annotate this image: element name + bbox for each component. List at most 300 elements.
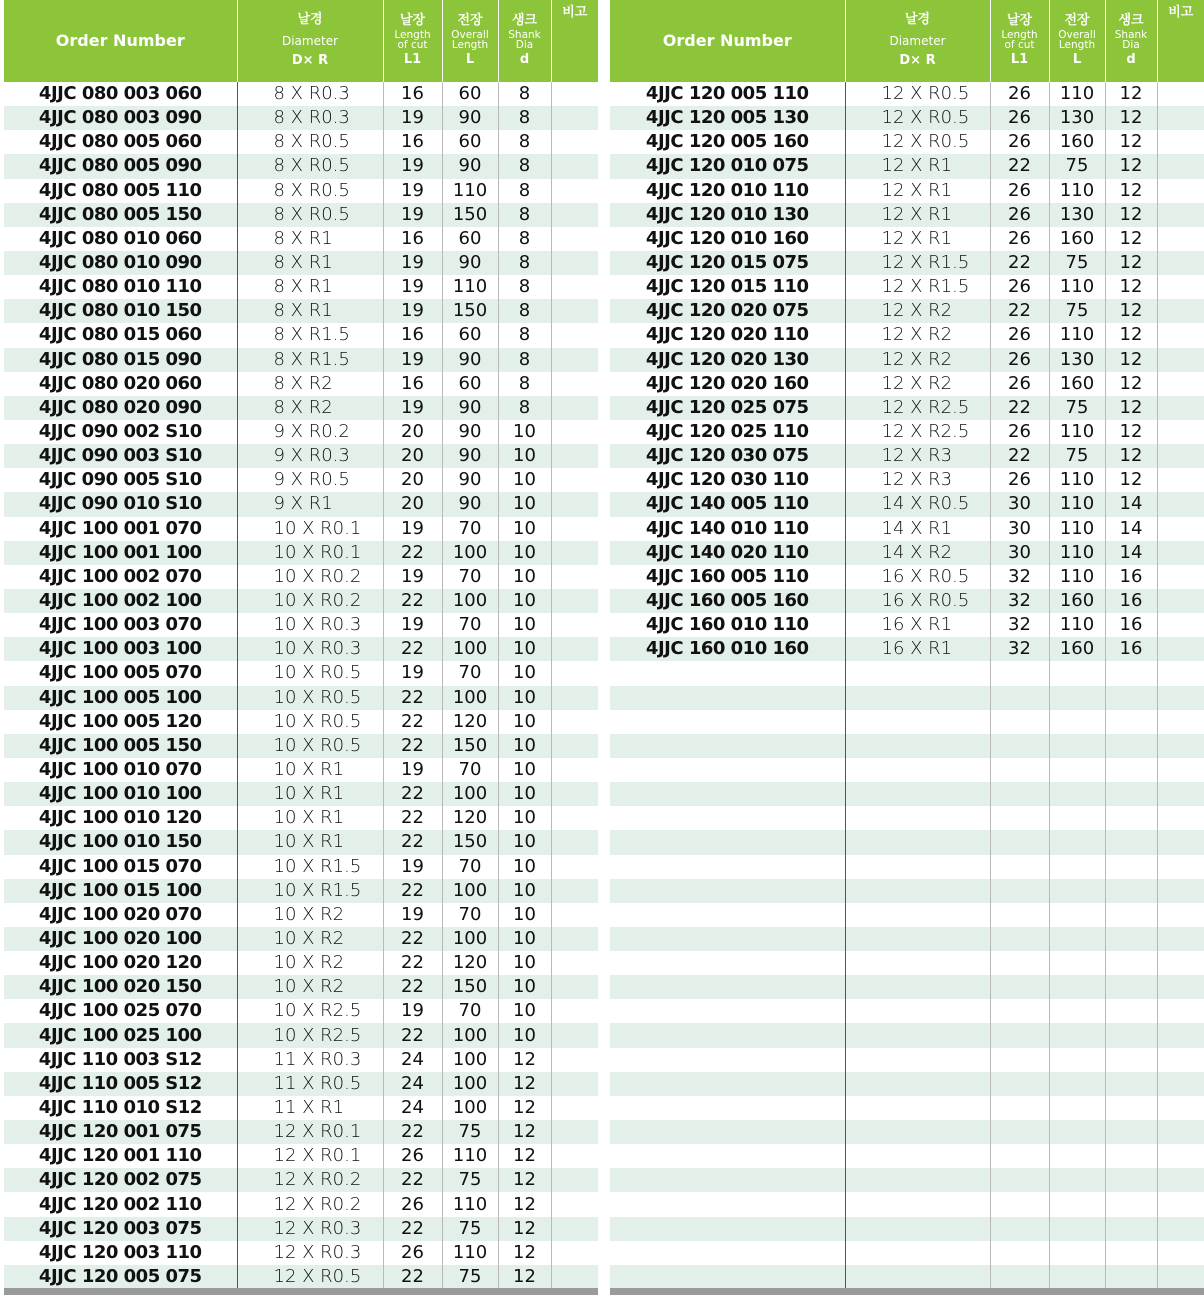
shank-dia-cell xyxy=(1105,830,1157,854)
diameter-cell: 8 X R0.5 xyxy=(237,154,383,178)
length-of-cut-cell: 22 xyxy=(383,806,442,830)
diameter-cell: 8 X R1 xyxy=(237,299,383,323)
diameter-cell: 12 X R0.2 xyxy=(237,1168,383,1192)
diameter-cell: 14 X R1 xyxy=(845,517,990,541)
table-body xyxy=(4,82,598,1289)
length-of-cut-cell xyxy=(990,758,1049,782)
diameter-cell: 12 X R2 xyxy=(845,372,990,396)
table-row xyxy=(4,323,598,347)
order-number-cell: 4JJC 080 020 090 xyxy=(4,396,237,420)
diameter-cell: 8 X R2 xyxy=(237,396,383,420)
diameter-cell: 10 X R0.1 xyxy=(237,517,383,541)
remarks-cell xyxy=(551,686,598,710)
overall-length-cell: 110 xyxy=(1049,565,1105,589)
overall-length-cell: 150 xyxy=(442,203,498,227)
shank-dia-cell: 8 xyxy=(498,82,551,106)
diameter-cell xyxy=(845,758,990,782)
overall-length-cell: 75 xyxy=(1049,396,1105,420)
diameter-cell: 10 X R2.5 xyxy=(237,1023,383,1047)
overall-length-cell: 160 xyxy=(1049,372,1105,396)
remarks-cell xyxy=(551,565,598,589)
diameter-cell: 10 X R2 xyxy=(237,975,383,999)
remarks-cell xyxy=(551,1241,598,1265)
shank-dia-cell xyxy=(1105,1217,1157,1241)
bottom-rule-left xyxy=(4,1288,598,1295)
shank-dia-cell: 8 xyxy=(498,299,551,323)
header-order-number: Order Number xyxy=(610,0,845,82)
overall-length-cell: 70 xyxy=(442,613,498,637)
shank-dia-cell: 16 xyxy=(1105,565,1157,589)
order-number-cell: 4JJC 120 015 110 xyxy=(610,275,845,299)
remarks-cell xyxy=(1157,661,1204,685)
table-row xyxy=(4,686,598,710)
empty-table-row xyxy=(610,661,1204,685)
diameter-cell: 9 X R0.2 xyxy=(237,420,383,444)
table-row xyxy=(4,130,598,154)
remarks-cell xyxy=(1157,541,1204,565)
length-of-cut-cell xyxy=(990,879,1049,903)
length-of-cut-cell: 22 xyxy=(383,541,442,565)
table-row xyxy=(4,251,598,275)
shank-dia-cell: 12 xyxy=(498,1168,551,1192)
length-of-cut-cell xyxy=(990,927,1049,951)
order-number-cell: 4JJC 080 010 150 xyxy=(4,299,237,323)
order-number-cell: 4JJC 080 010 090 xyxy=(4,251,237,275)
overall-length-cell: 100 xyxy=(442,1048,498,1072)
shank-dia-cell: 12 xyxy=(1105,299,1157,323)
order-number-cell: 4JJC 100 010 100 xyxy=(4,782,237,806)
length-of-cut-cell xyxy=(990,903,1049,927)
shank-dia-cell xyxy=(1105,806,1157,830)
table-row xyxy=(610,203,1204,227)
empty-table-row xyxy=(610,975,1204,999)
diameter-cell: 10 X R0.5 xyxy=(237,686,383,710)
remarks-cell xyxy=(1157,1265,1204,1289)
remarks-cell xyxy=(1157,1072,1204,1096)
order-number-cell: 4JJC 080 003 090 xyxy=(4,106,237,130)
order-number-cell: 4JJC 100 010 070 xyxy=(4,758,237,782)
remarks-cell xyxy=(551,1048,598,1072)
length-of-cut-cell: 20 xyxy=(383,444,442,468)
remarks-cell xyxy=(551,613,598,637)
length-of-cut-cell: 19 xyxy=(383,348,442,372)
overall-length-cell: 110 xyxy=(442,275,498,299)
diameter-cell: 8 X R0.5 xyxy=(237,179,383,203)
empty-table-row xyxy=(610,999,1204,1023)
diameter-cell xyxy=(845,975,990,999)
table-row xyxy=(4,951,598,975)
remarks-cell xyxy=(1157,517,1204,541)
empty-table-row xyxy=(610,1265,1204,1289)
length-of-cut-cell: 19 xyxy=(383,855,442,879)
table-row xyxy=(4,1072,598,1096)
shank-dia-cell: 8 xyxy=(498,179,551,203)
overall-length-cell: 110 xyxy=(1049,541,1105,565)
length-of-cut-cell: 22 xyxy=(383,830,442,854)
order-number-cell: 4JJC 120 005 075 xyxy=(4,1265,237,1289)
overall-length-cell: 90 xyxy=(442,444,498,468)
shank-dia-cell: 12 xyxy=(1105,275,1157,299)
table-body xyxy=(610,82,1204,1289)
shank-dia-cell: 12 xyxy=(1105,372,1157,396)
length-of-cut-cell: 22 xyxy=(383,589,442,613)
diameter-cell: 10 X R1.5 xyxy=(237,855,383,879)
length-of-cut-cell: 26 xyxy=(990,468,1049,492)
diameter-cell: 10 X R0.5 xyxy=(237,661,383,685)
length-of-cut-cell: 19 xyxy=(383,396,442,420)
order-number-cell: 4JJC 080 010 110 xyxy=(4,275,237,299)
table-row xyxy=(4,468,598,492)
table-row xyxy=(610,179,1204,203)
overall-length-cell: 120 xyxy=(442,951,498,975)
remarks-cell xyxy=(1157,299,1204,323)
remarks-cell xyxy=(551,1168,598,1192)
overall-length-cell: 110 xyxy=(1049,613,1105,637)
table-row xyxy=(610,275,1204,299)
overall-length-cell xyxy=(1049,1120,1105,1144)
diameter-cell: 10 X R0.2 xyxy=(237,565,383,589)
length-of-cut-cell: 26 xyxy=(383,1241,442,1265)
length-of-cut-cell xyxy=(990,1217,1049,1241)
diameter-cell xyxy=(845,1144,990,1168)
diameter-cell xyxy=(845,1048,990,1072)
length-of-cut-cell: 26 xyxy=(990,372,1049,396)
remarks-cell xyxy=(551,806,598,830)
table-row xyxy=(4,1265,598,1289)
length-of-cut-cell: 19 xyxy=(383,758,442,782)
diameter-cell: 12 X R2 xyxy=(845,348,990,372)
remarks-cell xyxy=(551,1192,598,1216)
shank-dia-cell: 12 xyxy=(498,1217,551,1241)
overall-length-cell: 60 xyxy=(442,82,498,106)
length-of-cut-cell: 32 xyxy=(990,589,1049,613)
table-row xyxy=(4,1217,598,1241)
empty-table-row xyxy=(610,758,1204,782)
shank-dia-cell xyxy=(1105,879,1157,903)
table-row xyxy=(4,734,598,758)
overall-length-cell xyxy=(1049,1023,1105,1047)
remarks-cell xyxy=(1157,806,1204,830)
overall-length-cell: 90 xyxy=(442,154,498,178)
overall-length-cell: 110 xyxy=(1049,517,1105,541)
order-number-cell: 4JJC 120 002 075 xyxy=(4,1168,237,1192)
order-number-cell: 4JJC 160 005 110 xyxy=(610,565,845,589)
diameter-cell xyxy=(845,1265,990,1289)
order-number-cell: 4JJC 120 002 110 xyxy=(4,1192,237,1216)
order-number-cell: 4JJC 100 003 070 xyxy=(4,613,237,637)
shank-dia-cell xyxy=(1105,758,1157,782)
remarks-cell xyxy=(551,275,598,299)
empty-table-row xyxy=(610,927,1204,951)
table-row xyxy=(4,517,598,541)
remarks-cell xyxy=(551,1144,598,1168)
diameter-cell xyxy=(845,806,990,830)
shank-dia-cell xyxy=(1105,1168,1157,1192)
order-number-cell: 4JJC 110 005 S12 xyxy=(4,1072,237,1096)
shank-dia-cell: 12 xyxy=(1105,468,1157,492)
diameter-cell xyxy=(845,879,990,903)
remarks-cell xyxy=(1157,855,1204,879)
diameter-cell xyxy=(845,927,990,951)
overall-length-cell: 100 xyxy=(442,927,498,951)
overall-length-cell xyxy=(1049,1072,1105,1096)
shank-dia-cell: 12 xyxy=(1105,179,1157,203)
remarks-cell xyxy=(1157,1120,1204,1144)
order-number-cell xyxy=(610,782,845,806)
remarks-cell xyxy=(1157,179,1204,203)
shank-dia-cell: 14 xyxy=(1105,541,1157,565)
table-row xyxy=(4,154,598,178)
table-row xyxy=(610,130,1204,154)
overall-length-cell: 150 xyxy=(442,734,498,758)
diameter-cell: 10 X R0.2 xyxy=(237,589,383,613)
remarks-cell xyxy=(551,420,598,444)
diameter-cell xyxy=(845,1168,990,1192)
order-number-cell: 4JJC 100 001 070 xyxy=(4,517,237,541)
table-row xyxy=(4,420,598,444)
diameter-cell: 8 X R1.5 xyxy=(237,323,383,347)
table-row xyxy=(4,830,598,854)
shank-dia-cell: 12 xyxy=(498,1265,551,1289)
diameter-cell: 12 X R1.5 xyxy=(845,251,990,275)
length-of-cut-cell: 19 xyxy=(383,106,442,130)
table-row xyxy=(610,468,1204,492)
remarks-cell xyxy=(551,130,598,154)
order-number-cell: 4JJC 100 002 070 xyxy=(4,565,237,589)
table-row xyxy=(610,517,1204,541)
length-of-cut-cell: 22 xyxy=(383,686,442,710)
diameter-cell: 8 X R0.5 xyxy=(237,203,383,227)
header-shank-dia: 생크 Shank Dia d xyxy=(1105,0,1157,82)
order-number-cell xyxy=(610,1023,845,1047)
overall-length-cell: 70 xyxy=(442,999,498,1023)
overall-length-cell xyxy=(1049,1192,1105,1216)
order-number-cell: 4JJC 100 025 070 xyxy=(4,999,237,1023)
length-of-cut-cell: 26 xyxy=(990,420,1049,444)
order-number-cell: 4JJC 090 010 S10 xyxy=(4,492,237,516)
order-number-cell xyxy=(610,1072,845,1096)
diameter-cell: 9 X R0.3 xyxy=(237,444,383,468)
diameter-cell: 11 X R0.3 xyxy=(237,1048,383,1072)
length-of-cut-cell xyxy=(990,1023,1049,1047)
diameter-cell: 12 X R2.5 xyxy=(845,396,990,420)
shank-dia-cell: 8 xyxy=(498,227,551,251)
remarks-cell xyxy=(1157,154,1204,178)
empty-table-row xyxy=(610,855,1204,879)
diameter-cell: 12 X R1.5 xyxy=(845,275,990,299)
remarks-cell xyxy=(551,468,598,492)
overall-length-cell xyxy=(1049,686,1105,710)
shank-dia-cell: 12 xyxy=(1105,106,1157,130)
length-of-cut-cell xyxy=(990,951,1049,975)
diameter-cell: 14 X R2 xyxy=(845,541,990,565)
remarks-cell xyxy=(551,1072,598,1096)
overall-length-cell: 100 xyxy=(442,879,498,903)
shank-dia-cell: 12 xyxy=(1105,227,1157,251)
order-number-cell: 4JJC 120 003 075 xyxy=(4,1217,237,1241)
remarks-cell xyxy=(551,999,598,1023)
empty-table-row xyxy=(610,686,1204,710)
table-row xyxy=(610,541,1204,565)
shank-dia-cell: 10 xyxy=(498,830,551,854)
length-of-cut-cell: 26 xyxy=(990,82,1049,106)
overall-length-cell: 70 xyxy=(442,855,498,879)
diameter-cell xyxy=(845,1096,990,1120)
shank-dia-cell: 12 xyxy=(1105,130,1157,154)
overall-length-cell: 60 xyxy=(442,130,498,154)
diameter-cell: 10 X R1 xyxy=(237,830,383,854)
order-number-cell: 4JJC 160 005 160 xyxy=(610,589,845,613)
length-of-cut-cell xyxy=(990,1168,1049,1192)
table-header xyxy=(4,0,598,82)
remarks-cell xyxy=(1157,879,1204,903)
shank-dia-cell: 10 xyxy=(498,734,551,758)
remarks-cell xyxy=(551,1096,598,1120)
table-row xyxy=(4,710,598,734)
overall-length-cell xyxy=(1049,734,1105,758)
length-of-cut-cell: 26 xyxy=(990,227,1049,251)
diameter-cell: 12 X R0.2 xyxy=(237,1192,383,1216)
order-number-cell xyxy=(610,1217,845,1241)
length-of-cut-cell: 19 xyxy=(383,275,442,299)
diameter-cell xyxy=(845,1192,990,1216)
overall-length-cell: 90 xyxy=(442,492,498,516)
remarks-cell xyxy=(1157,251,1204,275)
overall-length-cell xyxy=(1049,1096,1105,1120)
header-length-of-cut: 날장 Length of cut L1 xyxy=(383,0,442,82)
order-number-cell: 4JJC 120 015 075 xyxy=(610,251,845,275)
overall-length-cell: 110 xyxy=(442,1241,498,1265)
shank-dia-cell xyxy=(1105,1072,1157,1096)
diameter-cell: 12 X R1 xyxy=(845,179,990,203)
order-number-cell xyxy=(610,855,845,879)
order-number-cell: 4JJC 120 005 110 xyxy=(610,82,845,106)
table-row xyxy=(4,903,598,927)
length-of-cut-cell: 22 xyxy=(383,782,442,806)
remarks-cell xyxy=(1157,203,1204,227)
diameter-cell: 10 X R2 xyxy=(237,927,383,951)
overall-length-cell xyxy=(1049,1241,1105,1265)
overall-length-cell: 110 xyxy=(442,1144,498,1168)
overall-length-cell: 90 xyxy=(442,106,498,130)
diameter-cell: 12 X R0.5 xyxy=(237,1265,383,1289)
order-number-cell xyxy=(610,975,845,999)
diameter-cell: 8 X R0.3 xyxy=(237,106,383,130)
shank-dia-cell: 12 xyxy=(498,1144,551,1168)
overall-length-cell xyxy=(1049,710,1105,734)
length-of-cut-cell xyxy=(990,661,1049,685)
diameter-cell xyxy=(845,1217,990,1241)
diameter-cell xyxy=(845,782,990,806)
remarks-cell xyxy=(1157,1096,1204,1120)
overall-length-cell xyxy=(1049,1168,1105,1192)
remarks-cell xyxy=(1157,903,1204,927)
length-of-cut-cell: 22 xyxy=(383,734,442,758)
shank-dia-cell: 16 xyxy=(1105,589,1157,613)
overall-length-cell xyxy=(1049,758,1105,782)
length-of-cut-cell: 16 xyxy=(383,227,442,251)
diameter-cell: 8 X R1 xyxy=(237,227,383,251)
overall-length-cell: 60 xyxy=(442,372,498,396)
remarks-cell xyxy=(1157,758,1204,782)
diameter-cell: 12 X R3 xyxy=(845,444,990,468)
shank-dia-cell: 12 xyxy=(1105,82,1157,106)
overall-length-cell xyxy=(1049,927,1105,951)
length-of-cut-cell xyxy=(990,686,1049,710)
header-overall-length: 전장 Overall Length L xyxy=(1049,0,1105,82)
overall-length-cell xyxy=(1049,806,1105,830)
remarks-cell xyxy=(551,1265,598,1289)
shank-dia-cell xyxy=(1105,927,1157,951)
bottom-rule-right xyxy=(610,1288,1204,1295)
shank-dia-cell xyxy=(1105,1192,1157,1216)
diameter-cell: 10 X R0.1 xyxy=(237,541,383,565)
order-number-cell: 4JJC 100 005 150 xyxy=(4,734,237,758)
length-of-cut-cell: 19 xyxy=(383,203,442,227)
remarks-cell xyxy=(551,372,598,396)
overall-length-cell xyxy=(1049,830,1105,854)
overall-length-cell: 60 xyxy=(442,323,498,347)
length-of-cut-cell: 22 xyxy=(383,637,442,661)
order-number-cell: 4JJC 120 025 075 xyxy=(610,396,845,420)
table-row xyxy=(610,565,1204,589)
overall-length-cell: 90 xyxy=(442,348,498,372)
length-of-cut-cell: 26 xyxy=(990,130,1049,154)
remarks-cell xyxy=(551,951,598,975)
order-number-cell xyxy=(610,758,845,782)
empty-table-row xyxy=(610,1023,1204,1047)
table-row xyxy=(4,348,598,372)
remarks-cell xyxy=(1157,396,1204,420)
overall-length-cell xyxy=(1049,879,1105,903)
overall-length-cell xyxy=(1049,1048,1105,1072)
empty-table-row xyxy=(610,1120,1204,1144)
diameter-cell: 8 X R1 xyxy=(237,251,383,275)
order-number-cell: 4JJC 100 005 070 xyxy=(4,661,237,685)
shank-dia-cell: 12 xyxy=(1105,444,1157,468)
right-spec-table xyxy=(610,0,1204,1289)
order-number-cell: 4JJC 100 020 120 xyxy=(4,951,237,975)
diameter-cell xyxy=(845,661,990,685)
length-of-cut-cell xyxy=(990,806,1049,830)
table-row xyxy=(4,1241,598,1265)
diameter-cell: 10 X R2 xyxy=(237,903,383,927)
remarks-cell xyxy=(1157,492,1204,516)
diameter-cell: 16 X R0.5 xyxy=(845,565,990,589)
shank-dia-cell: 12 xyxy=(498,1096,551,1120)
shank-dia-cell: 12 xyxy=(498,1120,551,1144)
overall-length-cell: 110 xyxy=(442,1192,498,1216)
remarks-cell xyxy=(1157,106,1204,130)
shank-dia-cell: 10 xyxy=(498,637,551,661)
table-row xyxy=(4,1192,598,1216)
table-row xyxy=(4,492,598,516)
overall-length-cell: 75 xyxy=(1049,154,1105,178)
shank-dia-cell: 14 xyxy=(1105,517,1157,541)
length-of-cut-cell: 19 xyxy=(383,999,442,1023)
table-row xyxy=(610,372,1204,396)
shank-dia-cell xyxy=(1105,686,1157,710)
length-of-cut-cell: 26 xyxy=(383,1192,442,1216)
order-number-cell: 4JJC 100 005 120 xyxy=(4,710,237,734)
overall-length-cell xyxy=(1049,782,1105,806)
overall-length-cell: 100 xyxy=(442,1096,498,1120)
length-of-cut-cell: 26 xyxy=(990,179,1049,203)
order-number-cell: 4JJC 110 003 S12 xyxy=(4,1048,237,1072)
overall-length-cell xyxy=(1049,1144,1105,1168)
order-number-cell xyxy=(610,1168,845,1192)
order-number-cell xyxy=(610,806,845,830)
